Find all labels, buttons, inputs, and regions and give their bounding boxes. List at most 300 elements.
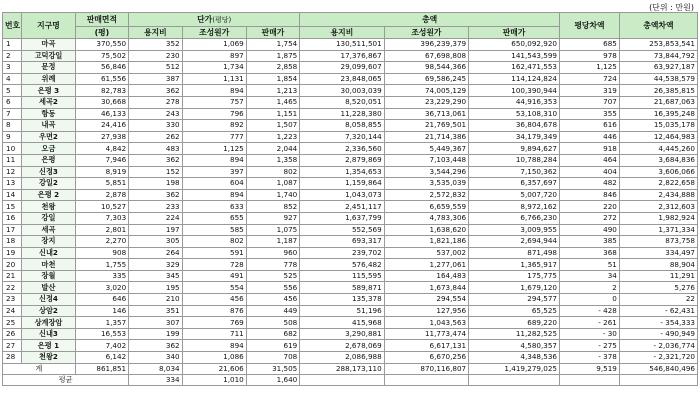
unit-land-cost: 512 (129, 62, 182, 74)
total-sale-price: 8,972,162 (469, 201, 560, 213)
per-pyeong-diff: 482 (560, 178, 620, 190)
per-pyeong-diff: 319 (560, 85, 620, 97)
unit-land-cost: 264 (129, 247, 182, 259)
table-row (3, 108, 698, 120)
row-number: 15 (3, 201, 22, 213)
district-name: 오금 (22, 143, 75, 155)
unit-land-cost: 233 (129, 201, 182, 213)
unit-sale-price: 960 (246, 247, 299, 259)
unit-construction-cost: 655 (182, 212, 246, 224)
total-sale: 1,419,279,025 (469, 363, 560, 374)
unit-sale-price: 778 (246, 259, 299, 271)
total-construction-cost: 3,535,039 (384, 178, 468, 190)
sales-area: 56,846 (75, 62, 128, 74)
sales-area: 646 (75, 294, 128, 306)
total-diff: 334,497 (619, 247, 697, 259)
per-pyeong-diff: - 378 (560, 352, 620, 364)
total-land-cost: 8,058,855 (300, 120, 384, 132)
total-sale-price: 53,108,310 (469, 108, 560, 120)
sales-area: 7,946 (75, 154, 128, 166)
total-construction-cost: 11,773,474 (384, 328, 468, 340)
per-pyeong-diff: 2 (560, 282, 620, 294)
per-pyeong-diff: 1,125 (560, 62, 620, 74)
unit-construction-cost: 894 (182, 340, 246, 352)
unit-construction-cost: 711 (182, 328, 246, 340)
total-diff: 73,844,792 (619, 50, 697, 62)
total-sale-price: 5,007,720 (469, 189, 560, 201)
total-sale-price: 175,775 (469, 270, 560, 282)
unit-land-cost: 351 (129, 305, 182, 317)
total-land-cost: 576,482 (300, 259, 384, 271)
unit-sale-price: 1,075 (246, 224, 299, 236)
unit-land-cost: 362 (129, 154, 182, 166)
unit-sale-price: 1,087 (246, 178, 299, 190)
total-construction-cost: 98,544,366 (384, 62, 468, 74)
sales-area: 7,402 (75, 340, 128, 352)
total-construction-cost: 1,043,563 (384, 317, 468, 329)
sales-area: 75,502 (75, 50, 128, 62)
total-construction-cost: 3,544,296 (384, 166, 468, 178)
unit-land-cost: 345 (129, 270, 182, 282)
district-name: 은평 (22, 154, 75, 166)
total-sale-price: 871,498 (469, 247, 560, 259)
total-total-diff: 546,840,496 (619, 363, 697, 374)
per-pyeong-diff: 446 (560, 131, 620, 143)
unit-land-cost: 340 (129, 352, 182, 364)
unit-construction-cost: 604 (182, 178, 246, 190)
unit-land-cost: 243 (129, 108, 182, 120)
sales-area: 146 (75, 305, 128, 317)
total-construction-cost: 5,449,367 (384, 143, 468, 155)
total-construction-cost: 1,277,061 (384, 259, 468, 271)
total-diff: 16,395,248 (619, 108, 697, 120)
row-number: 19 (3, 247, 22, 259)
unit-land-cost: 352 (129, 39, 182, 51)
per-pyeong-diff: - 428 (560, 305, 620, 317)
unit-land-cost: 278 (129, 96, 182, 108)
header-unit-construction: 조성원가 (182, 27, 246, 39)
unit-land-cost: 307 (129, 317, 182, 329)
table-row (3, 317, 698, 329)
table-row (3, 294, 698, 306)
total-diff: 1,371,334 (619, 224, 697, 236)
total-land: 288,173,110 (300, 363, 384, 374)
total-diff: 4,445,260 (619, 143, 697, 155)
unit-land-cost: 330 (129, 120, 182, 132)
district-name: 상계장암 (22, 317, 75, 329)
unit-sale-price: 1,875 (246, 50, 299, 62)
district-name: 신정4 (22, 294, 75, 306)
total-land-cost: 2,451,117 (300, 201, 384, 213)
total-land-cost: 2,879,869 (300, 154, 384, 166)
header-unit-price-label: 단가 (197, 14, 213, 24)
total-construction-cost: 4,783,306 (384, 212, 468, 224)
table-row (3, 212, 698, 224)
per-pyeong-diff: 685 (560, 39, 620, 51)
sales-area: 2,270 (75, 236, 128, 248)
total-construction-cost: 294,554 (384, 294, 468, 306)
unit-land-cost: 305 (129, 236, 182, 248)
total-diff: 11,291 (619, 270, 697, 282)
district-name: 장지 (22, 236, 75, 248)
total-sale-price: 1,679,120 (469, 282, 560, 294)
row-number: 17 (3, 224, 22, 236)
total-construction-cost: 74,005,129 (384, 85, 468, 97)
land-sales-table-container (2, 12, 698, 386)
sales-area: 27,938 (75, 131, 128, 143)
per-pyeong-diff: 978 (560, 50, 620, 62)
total-unit-land: 8,034 (129, 363, 182, 374)
table-row (3, 340, 698, 352)
district-name: 문정 (22, 62, 75, 74)
total-sale-price: 689,220 (469, 317, 560, 329)
total-sale-price: 36,804,678 (469, 120, 560, 132)
table-row (3, 352, 698, 364)
header-unit-sale: 판매가 (246, 27, 299, 39)
unit-land-cost: 199 (129, 328, 182, 340)
sales-area: 2,878 (75, 189, 128, 201)
total-diff: 15,035,178 (619, 120, 697, 132)
total-sale-price: 11,282,525 (469, 328, 560, 340)
per-pyeong-diff: 385 (560, 236, 620, 248)
per-pyeong-diff: 220 (560, 201, 620, 213)
unit-construction-cost: 802 (182, 236, 246, 248)
total-land-cost: 29,099,607 (300, 62, 384, 74)
unit-sale-price: 556 (246, 282, 299, 294)
unit-construction-cost: 796 (182, 108, 246, 120)
row-number: 22 (3, 282, 22, 294)
average-empty-2 (384, 374, 468, 385)
row-number: 1 (3, 39, 22, 51)
total-land-cost: 130,511,501 (300, 39, 384, 51)
total-construction-cost: 1,638,620 (384, 224, 468, 236)
unit-land-cost: 224 (129, 212, 182, 224)
average-row (3, 374, 698, 385)
header-no: 번호 (3, 13, 22, 39)
unit-sale-price: 1,854 (246, 73, 299, 85)
unit-note: (단위 : 만원) (649, 3, 694, 12)
total-diff: - 490,949 (619, 328, 697, 340)
total-sale-price: 44,916,353 (469, 96, 560, 108)
header-area-unit: (평) (75, 27, 128, 39)
unit-sale-price: 852 (246, 201, 299, 213)
unit-sale-price: 1,358 (246, 154, 299, 166)
sales-area: 16,553 (75, 328, 128, 340)
table-row (3, 143, 698, 155)
total-construction-cost: 164,483 (384, 270, 468, 282)
unit-construction-cost: 897 (182, 50, 246, 62)
per-pyeong-diff: 272 (560, 212, 620, 224)
total-land-cost: 552,569 (300, 224, 384, 236)
total-construction-cost: 69,586,245 (384, 73, 468, 85)
district-name: 마곡 (22, 39, 75, 51)
table-row (3, 62, 698, 74)
per-pyeong-diff: - 275 (560, 340, 620, 352)
total-construction-cost: 1,821,186 (384, 236, 468, 248)
header-unit-land: 용지비 (129, 27, 182, 39)
total-diff: 253,853,541 (619, 39, 697, 51)
sales-area: 24,416 (75, 120, 128, 132)
per-pyeong-diff: 918 (560, 143, 620, 155)
sales-area: 82,783 (75, 85, 128, 97)
total-row (3, 363, 698, 374)
total-construction-cost: 1,673,844 (384, 282, 468, 294)
sales-area: 3,020 (75, 282, 128, 294)
total-diff: 21,687,063 (619, 96, 697, 108)
total-diff: 63,927,187 (619, 62, 697, 74)
row-number: 4 (3, 73, 22, 85)
district-name: 강일 (22, 212, 75, 224)
total-diff: - 354,333 (619, 317, 697, 329)
unit-sale-price: 1,151 (246, 108, 299, 120)
unit-sale-price: 456 (246, 294, 299, 306)
total-diff: 1,982,924 (619, 212, 697, 224)
unit-sale-price: 708 (246, 352, 299, 364)
header-row-1 (3, 13, 698, 27)
unit-land-cost: 230 (129, 50, 182, 62)
sales-area: 370,550 (75, 39, 128, 51)
table-row (3, 166, 698, 178)
unit-land-cost: 262 (129, 131, 182, 143)
sales-area: 46,133 (75, 108, 128, 120)
unit-land-cost: 387 (129, 73, 182, 85)
average-unit-sale: 1,640 (246, 374, 299, 385)
total-diff: 5,276 (619, 282, 697, 294)
total-diff: 873,758 (619, 236, 697, 248)
total-sale-price: 3,009,955 (469, 224, 560, 236)
total-diff: 2,434,888 (619, 189, 697, 201)
row-number: 20 (3, 259, 22, 271)
header-unit-price (129, 13, 300, 27)
total-sale-price: 294,577 (469, 294, 560, 306)
row-number: 2 (3, 50, 22, 62)
table-row (3, 270, 698, 282)
total-construction-cost: 21,769,501 (384, 120, 468, 132)
unit-sale-price: 682 (246, 328, 299, 340)
total-diff: 2,312,603 (619, 201, 697, 213)
total-land-cost: 239,702 (300, 247, 384, 259)
total-construction-cost: 2,572,832 (384, 189, 468, 201)
district-name: 은평 3 (22, 85, 75, 97)
total-diff: 12,464,983 (619, 131, 697, 143)
total-sale-price: 9,894,627 (469, 143, 560, 155)
district-name: 신내2 (22, 247, 75, 259)
sales-area: 61,556 (75, 73, 128, 85)
unit-construction-cost: 554 (182, 282, 246, 294)
table-row (3, 120, 698, 132)
row-number: 28 (3, 352, 22, 364)
total-land-cost: 17,376,867 (300, 50, 384, 62)
row-number: 14 (3, 189, 22, 201)
unit-construction-cost: 1,069 (182, 39, 246, 51)
per-pyeong-diff: 355 (560, 108, 620, 120)
unit-construction-cost: 892 (182, 120, 246, 132)
total-construction-cost: 6,670,256 (384, 352, 468, 364)
district-name: 고덕강일 (22, 50, 75, 62)
total-label: 계 (3, 363, 76, 374)
total-land-cost: 693,317 (300, 236, 384, 248)
table-row (3, 305, 698, 317)
row-number: 3 (3, 62, 22, 74)
sales-area: 4,842 (75, 143, 128, 155)
sales-area: 5,851 (75, 178, 128, 190)
total-land-cost: 135,378 (300, 294, 384, 306)
table-row (3, 131, 698, 143)
table-row (3, 236, 698, 248)
table-row (3, 50, 698, 62)
total-land-cost: 2,086,988 (300, 352, 384, 364)
per-pyeong-diff: - 30 (560, 328, 620, 340)
per-pyeong-diff: 34 (560, 270, 620, 282)
total-sale-price: 7,150,362 (469, 166, 560, 178)
per-pyeong-diff: 616 (560, 120, 620, 132)
row-number: 21 (3, 270, 22, 282)
total-sale-price: 162,471,553 (469, 62, 560, 74)
unit-land-cost: 362 (129, 85, 182, 97)
unit-sale-price: 2,858 (246, 62, 299, 74)
average-empty-5 (619, 374, 697, 385)
row-number: 18 (3, 236, 22, 248)
per-pyeong-diff: 0 (560, 294, 620, 306)
total-diff: 88,904 (619, 259, 697, 271)
total-construction-cost: 67,698,808 (384, 50, 468, 62)
unit-sale-price: 802 (246, 166, 299, 178)
unit-land-cost: 483 (129, 143, 182, 155)
table-row (3, 201, 698, 213)
average-empty-1 (300, 374, 384, 385)
district-name: 위례 (22, 73, 75, 85)
unit-land-cost: 362 (129, 189, 182, 201)
total-sale-price: 2,694,944 (469, 236, 560, 248)
row-number: 5 (3, 85, 22, 97)
row-number: 25 (3, 317, 22, 329)
unit-sale-price: 1,213 (246, 85, 299, 97)
total-construction-cost: 127,956 (384, 305, 468, 317)
total-land-cost: 1,159,864 (300, 178, 384, 190)
district-name: 상암2 (22, 305, 75, 317)
total-construction: 870,116,807 (384, 363, 468, 374)
unit-construction-cost: 591 (182, 247, 246, 259)
table-row (3, 39, 698, 51)
total-sale-price: 100,390,944 (469, 85, 560, 97)
header-total: 총액 (300, 13, 560, 27)
unit-construction-cost: 397 (182, 166, 246, 178)
per-pyeong-diff: 707 (560, 96, 620, 108)
row-number: 9 (3, 131, 22, 143)
district-name: 강일2 (22, 178, 75, 190)
unit-sale-price: 619 (246, 340, 299, 352)
header-total-construction: 조성원가 (384, 27, 468, 39)
unit-sale-price: 1,465 (246, 96, 299, 108)
unit-sale-price: 1,187 (246, 236, 299, 248)
district-name: 천왕2 (22, 352, 75, 364)
unit-construction-cost: 1,125 (182, 143, 246, 155)
total-land-cost: 11,228,380 (300, 108, 384, 120)
average-unit-land: 334 (129, 374, 182, 385)
sales-area: 908 (75, 247, 128, 259)
table-row (3, 259, 698, 271)
table-row (3, 154, 698, 166)
row-number: 24 (3, 305, 22, 317)
unit-sale-price: 1,740 (246, 189, 299, 201)
total-land-cost: 51,196 (300, 305, 384, 317)
district-name: 세곡 (22, 224, 75, 236)
unit-land-cost: 210 (129, 294, 182, 306)
total-area: 861,851 (75, 363, 128, 374)
average-empty-3 (469, 374, 560, 385)
total-per-pyeong-diff: 9,519 (560, 363, 620, 374)
row-number: 11 (3, 154, 22, 166)
unit-land-cost: 197 (129, 224, 182, 236)
total-sale-price: 34,179,349 (469, 131, 560, 143)
row-number: 12 (3, 166, 22, 178)
total-unit-construction: 21,606 (182, 363, 246, 374)
unit-construction-cost: 1,086 (182, 352, 246, 364)
unit-land-cost: 152 (129, 166, 182, 178)
unit-construction-cost: 491 (182, 270, 246, 282)
table-row (3, 224, 698, 236)
district-name: 항동 (22, 108, 75, 120)
total-construction-cost: 21,714,386 (384, 131, 468, 143)
total-land-cost: 23,848,065 (300, 73, 384, 85)
total-land-cost: 415,968 (300, 317, 384, 329)
unit-construction-cost: 1,734 (182, 62, 246, 74)
total-construction-cost: 36,713,061 (384, 108, 468, 120)
table-row (3, 96, 698, 108)
unit-construction-cost: 1,131 (182, 73, 246, 85)
unit-sale-price: 449 (246, 305, 299, 317)
per-pyeong-diff: 51 (560, 259, 620, 271)
unit-land-cost: 329 (129, 259, 182, 271)
sales-area: 6,142 (75, 352, 128, 364)
table-row (3, 178, 698, 190)
average-label: 평균 (3, 374, 129, 385)
unit-land-cost: 195 (129, 282, 182, 294)
district-name: 신정3 (22, 166, 75, 178)
unit-land-cost: 362 (129, 340, 182, 352)
row-number: 7 (3, 108, 22, 120)
sales-area: 8,919 (75, 166, 128, 178)
unit-construction-cost: 777 (182, 131, 246, 143)
unit-construction-cost: 757 (182, 96, 246, 108)
total-sale-price: 6,357,697 (469, 178, 560, 190)
total-unit-sale: 31,505 (246, 363, 299, 374)
unit-land-cost: 198 (129, 178, 182, 190)
header-per-pyeong-diff: 평당차액 (560, 13, 620, 39)
total-construction-cost: 7,103,448 (384, 154, 468, 166)
total-sale-price: 114,124,824 (469, 73, 560, 85)
total-sale-price: 65,525 (469, 305, 560, 317)
per-pyeong-diff: 846 (560, 189, 620, 201)
sales-area: 7,303 (75, 212, 128, 224)
total-land-cost: 3,290,881 (300, 328, 384, 340)
row-number: 16 (3, 212, 22, 224)
total-sale-price: 10,788,284 (469, 154, 560, 166)
sales-area: 30,668 (75, 96, 128, 108)
row-number: 23 (3, 294, 22, 306)
total-diff: - 62,431 (619, 305, 697, 317)
total-sale-price: 1,365,917 (469, 259, 560, 271)
unit-sale-price: 525 (246, 270, 299, 282)
per-pyeong-diff: 404 (560, 166, 620, 178)
total-land-cost: 589,871 (300, 282, 384, 294)
total-construction-cost: 6,617,131 (384, 340, 468, 352)
per-pyeong-diff: - 261 (560, 317, 620, 329)
total-diff: 22 (619, 294, 697, 306)
table-row (3, 189, 698, 201)
table-row (3, 247, 698, 259)
unit-construction-cost: 894 (182, 154, 246, 166)
